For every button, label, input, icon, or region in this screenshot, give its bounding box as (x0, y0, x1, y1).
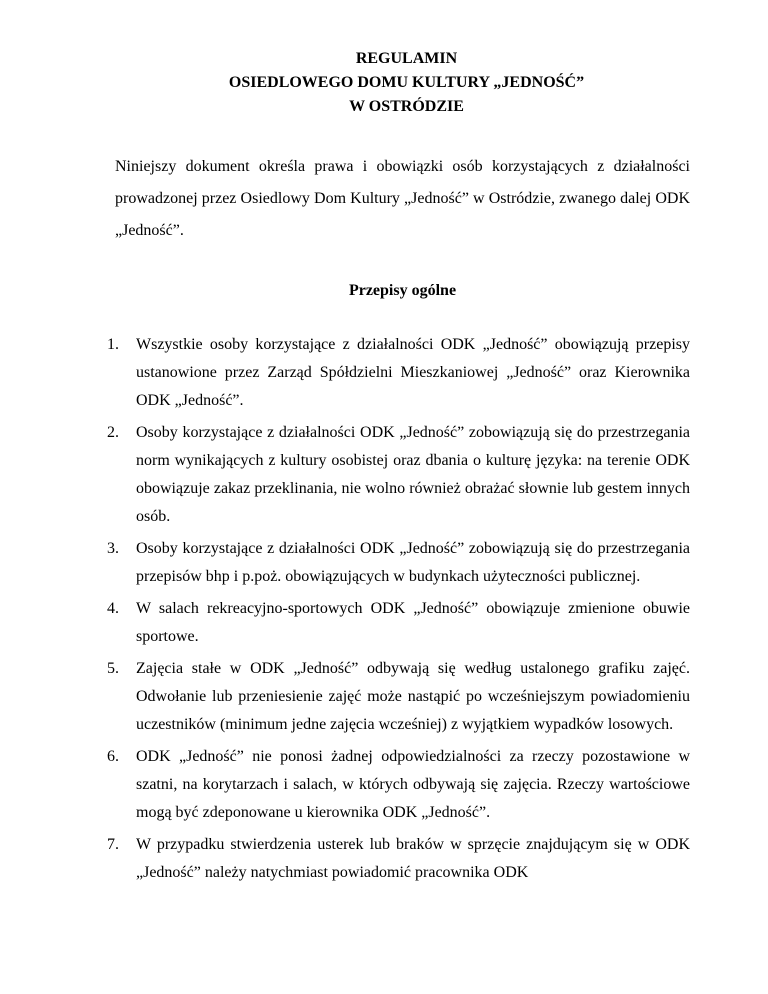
rules-list (107, 331, 690, 887)
list-item-number: 6. (107, 748, 119, 765)
title-line-2: OSIEDLOWEGO DOMU KULTURY „JEDNOŚĆ” (228, 74, 585, 91)
list-item-text: Osoby korzystające z działalności ODK „Jedność” zobowiązują się do przestrzegania przepisów bhp i p.poż. obowiązujących w budynkach użyteczności publicznej. (136, 540, 690, 585)
list-item-text: W przypadku stwierdzenia usterek lub braków w sprzęcie znajdującym się w ODK „Jedność” należy natychmiast powiadomić pracownika ODK (136, 836, 690, 881)
list-item-number: 4. (107, 600, 119, 617)
list-item-number: 2. (107, 424, 119, 441)
list-item-text: Zajęcia stałe w ODK „Jedność” odbywają się według ustalonego grafiku zajęć. Odwołanie lub przeniesienie zajęć może nastąpić po wcześniejszym powiadomieniu uczestników (minimum jedne zajęcia wcześniej) z wyjątkiem wypadków losowych. (136, 660, 690, 733)
list-item-text: W salach rekreacyjno-sportowych ODK „Jedność” obowiązuje zmienione obuwie sportowe. (136, 600, 690, 645)
list-item (107, 595, 690, 651)
list-item (107, 743, 690, 827)
list-item-number: 3. (107, 540, 119, 557)
list-item-number: 1. (107, 336, 119, 353)
list-item-number: 5. (107, 660, 119, 677)
document-title (115, 0, 698, 119)
list-item (107, 535, 690, 591)
intro-paragraph (115, 151, 690, 247)
list-item-text: Wszystkie osoby korzystające z działalności ODK „Jedność” obowiązują przepisy ustanowione przez Zarząd Spółdzielni Mieszkaniowej „Jedność” oraz Kierownika ODK „Jedność”. (136, 336, 690, 409)
list-item (107, 419, 690, 531)
title-line-1: REGULAMIN (355, 50, 458, 67)
intro-text: Niniejszy dokument określa prawa i obowiązki osób korzystających z działalności prowadzonej przez Osiedlowy Dom Kultury „Jedność” w Ostródzie, zwanego dalej ODK „Jedność”. (115, 158, 690, 239)
list-item-number: 7. (107, 836, 119, 853)
list-item (107, 831, 690, 887)
list-item (107, 331, 690, 415)
list-item-text: Osoby korzystające z działalności ODK „Jedność” zobowiązują się do przestrzegania norm wynikających z kultury osobistej oraz dbania o kulturę języka: na terenie ODK obowiązuje zakaz przeklinania, nie wolno również obrażać słownie lub gestem innych osób. (136, 424, 690, 525)
section-title: Przepisy ogólne (348, 282, 457, 299)
list-item (107, 655, 690, 739)
list-item-text: ODK „Jedność” nie ponosi żadnej odpowiedzialności za rzeczy pozostawione w szatni, na korytarzach i salach, w których odbywają się zajęcia. Rzeczy wartościowe mogą być zdeponowane u kierownika ODK „Jedność”. (136, 748, 690, 821)
title-line-3: W OSTRÓDZIE (349, 98, 464, 115)
